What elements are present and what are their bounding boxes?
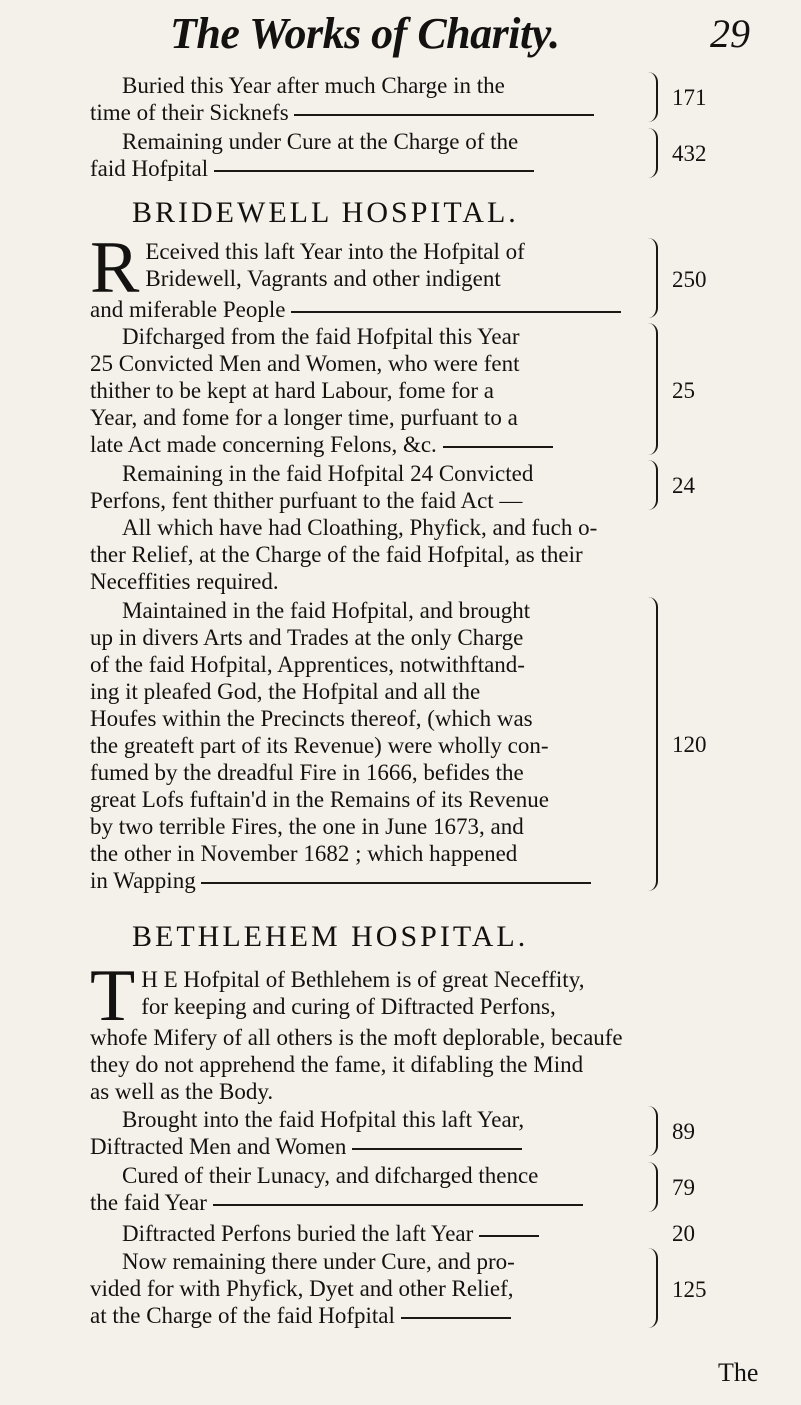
entry-line: great Lofs fuftain'd in the Remains of its Revenue xyxy=(90,787,549,812)
entry-value: 24 xyxy=(672,473,695,498)
note-line: All which have had Cloathing, Phyfick, and fuch o- xyxy=(122,515,598,540)
entry-brought xyxy=(90,1106,770,1160)
page-number: 29 xyxy=(710,11,750,56)
entry-line: time of their Sicknefs xyxy=(90,99,630,126)
intro-line: for keeping and curing of Diftracted Perfons, xyxy=(141,994,556,1019)
entry-line: Diftracted Perfons buried the laft Year xyxy=(90,1220,630,1247)
entry-value: 89 xyxy=(672,1119,695,1144)
entry-line: at the Charge of the faid Hofpital xyxy=(90,1302,630,1329)
entry-value: 250 xyxy=(672,267,707,292)
entry-line: Difcharged from the faid Hofpital this Year xyxy=(122,324,520,349)
intro-line: they do not apprehend the fame, it difabling the Mind xyxy=(90,1052,584,1077)
entry-line: the other in November 1682 ; which happened xyxy=(90,841,518,866)
entry-buried-distracted xyxy=(90,1220,770,1247)
brace xyxy=(642,128,658,178)
entry-buried xyxy=(90,72,770,126)
entry-line: Diftracted Men and Women xyxy=(90,1133,630,1160)
brace xyxy=(642,238,658,318)
entry-value: 432 xyxy=(672,141,707,166)
section-heading-bridewell: BRIDEWELL HOSPITAL. xyxy=(132,196,519,229)
brace xyxy=(642,72,658,122)
entry-line: fumed by the dreadful Fire in 1666, befides the xyxy=(90,760,524,785)
entry-apprentices xyxy=(90,597,770,894)
entry-line: late Act made concerning Felons, &c. xyxy=(90,431,630,458)
entry-line: Year, and fome for a longer time, purfuant to a xyxy=(90,405,518,430)
entry-line: in Wapping xyxy=(90,867,630,894)
entry-value: 20 xyxy=(672,1221,695,1246)
note-line: ther Relief, at the Charge of the faid Hofpital, as their xyxy=(90,542,583,567)
entry-value: 25 xyxy=(672,378,695,403)
entry-remaining-convicts xyxy=(90,460,770,514)
entry-line: Now remaining there under Cure, and pro- xyxy=(122,1249,515,1274)
relief-note xyxy=(90,514,770,595)
entry-line: vided for with Phyfick, Dyet and other Relief, xyxy=(90,1276,514,1301)
brace xyxy=(642,597,658,891)
entry-line: Remaining in the faid Hofpital 24 Convicted xyxy=(122,461,534,486)
bethlehem-intro xyxy=(90,955,770,1105)
entry-discharged xyxy=(90,323,770,458)
entry-line: Eceived this laft Year into the Hofpital of xyxy=(145,239,525,264)
entry-remaining xyxy=(90,128,770,182)
entry-line: of the faid Hofpital, Apprentices, notwithftand- xyxy=(90,652,525,677)
entry-line: up in divers Arts and Trades at the only Charge xyxy=(90,625,524,650)
brace xyxy=(642,1106,658,1156)
entry-line: Buried this Year after much Charge in the xyxy=(122,73,505,98)
entry-line: Remaining under Cure at the Charge of the xyxy=(122,129,519,154)
brace xyxy=(642,460,658,510)
entry-value: 120 xyxy=(672,732,707,757)
entry-line: Cured of their Lunacy, and difcharged thence xyxy=(122,1163,539,1188)
entry-line: ing it pleafed God, the Hofpital and all the xyxy=(90,679,481,704)
entry-now-remaining xyxy=(90,1248,770,1329)
entry-value: 125 xyxy=(672,1277,707,1302)
drop-cap: T xyxy=(90,955,136,1037)
brace xyxy=(642,1248,658,1328)
entry-line: Perfons, fent thither purfuant to the faid Act — xyxy=(90,488,523,513)
entry-line: 25 Convicted Men and Women, who were fent xyxy=(90,351,520,376)
drop-cap: R xyxy=(90,227,140,309)
entry-line: and miferable People xyxy=(90,296,630,323)
running-header xyxy=(170,8,750,68)
note-line: Neceffities required. xyxy=(90,569,279,594)
entry-line: the faid Year xyxy=(90,1189,630,1216)
running-title: The Works of Charity. xyxy=(170,9,560,58)
entry-value: 79 xyxy=(672,1175,695,1200)
section-heading-bethlehem: BETHLEHEM HOSPITAL. xyxy=(132,920,529,953)
entry-cured xyxy=(90,1162,770,1216)
entry-line: Maintained in the faid Hofpital, and brought xyxy=(122,598,531,623)
entry-line: Houfes within the Precincts thereof, (which was xyxy=(90,706,533,731)
entry-received xyxy=(90,227,770,323)
entry-line: Brought into the faid Hofpital this laft Year, xyxy=(122,1107,525,1132)
entry-line: by two terrible Fires, the one in June 1673, and xyxy=(90,814,524,839)
entry-line: the greateft part of its Revenue) were wholly con- xyxy=(90,733,549,758)
catchword: The xyxy=(718,1358,759,1387)
entry-line: faid Hofpital xyxy=(90,155,630,182)
entry-line: Bridewell, Vagrants and other indigent xyxy=(145,266,501,291)
intro-line: as well as the Body. xyxy=(90,1079,274,1104)
entry-line: thither to be kept at hard Labour, fome for a xyxy=(90,378,494,403)
brace xyxy=(642,323,658,455)
brace xyxy=(642,1162,658,1212)
intro-line: whofe Mifery of all others is the moft deplorable, becaufe xyxy=(90,1025,623,1050)
intro-line: H E Hofpital of Bethlehem is of great Neceffity, xyxy=(141,967,585,992)
entry-value: 171 xyxy=(672,85,707,110)
